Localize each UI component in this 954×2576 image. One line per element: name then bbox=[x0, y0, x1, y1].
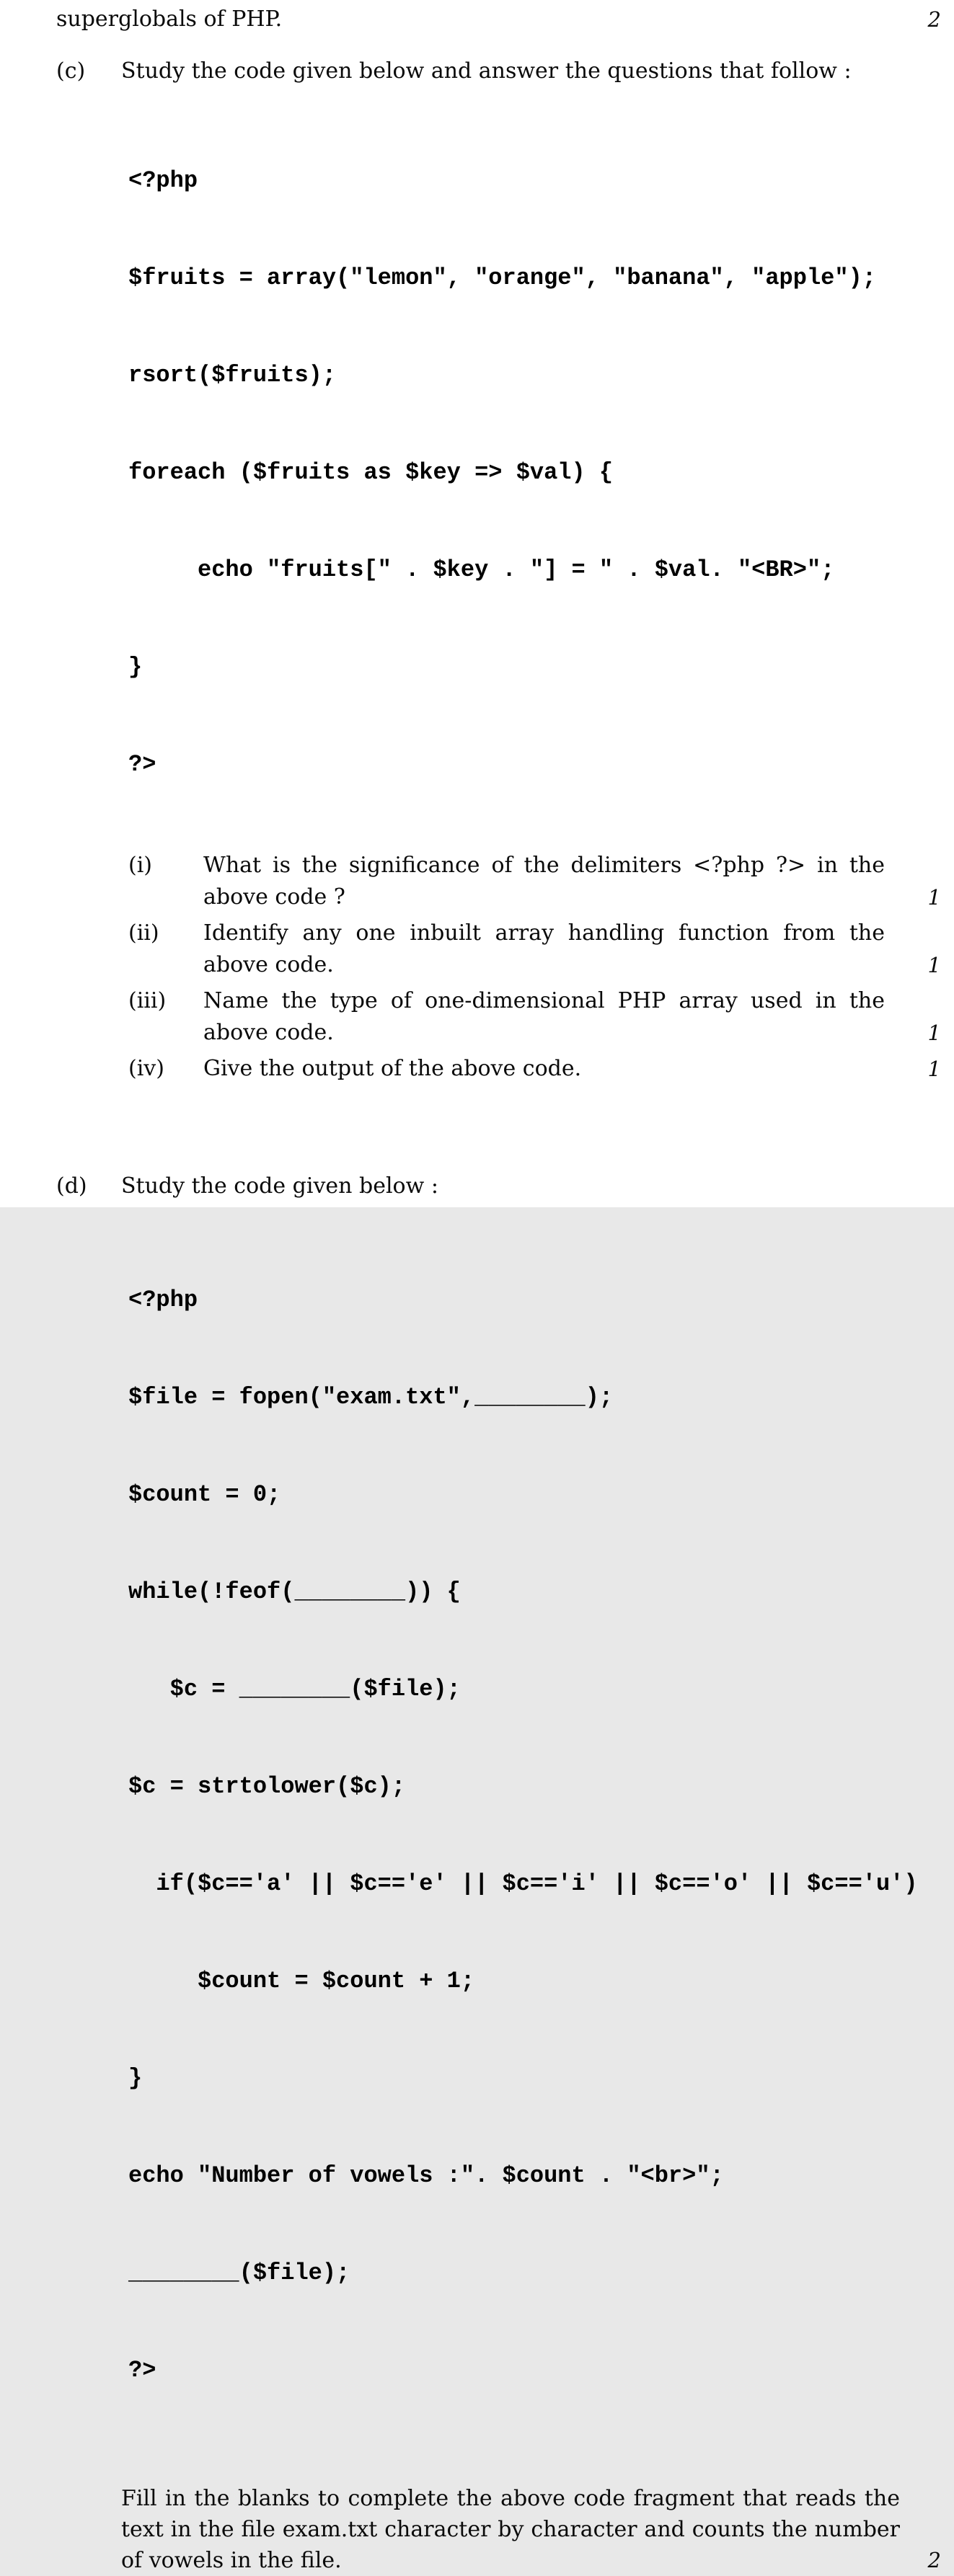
php-code-block-d bbox=[128, 1219, 941, 2451]
continuation-row bbox=[56, 4, 941, 35]
subquestion-text: Name the type of one-dimensional PHP array used in the above code. bbox=[203, 988, 885, 1045]
php-code-block-c bbox=[128, 99, 941, 845]
subquestion-marks: 1 bbox=[927, 885, 941, 910]
code-line: $c = ________($file); bbox=[128, 1676, 461, 1702]
code-line: <?php bbox=[128, 1287, 198, 1313]
code-line: $file = fopen("exam.txt",________); bbox=[128, 1384, 614, 1411]
section-d-label: (d) bbox=[56, 1173, 87, 1199]
subquestion-iv bbox=[128, 1053, 941, 1085]
subquestion-label: (ii) bbox=[128, 920, 159, 946]
code-line: rsort($fruits); bbox=[128, 362, 337, 388]
section-c-intro: Study the code given below and answer the questions that follow : bbox=[121, 58, 852, 84]
section-c-label: (c) bbox=[56, 58, 86, 84]
code-line: } bbox=[128, 2065, 143, 2092]
section-d-heading bbox=[56, 1171, 941, 1202]
subquestion-text: Identify any one inbuilt array handling function from the above code. bbox=[203, 920, 885, 977]
continuation-text: superglobals of PHP. bbox=[56, 6, 283, 32]
section-c-heading bbox=[56, 56, 941, 86]
code-line: echo "fruits[" . $key . "] = " . $val. "<BR>"; bbox=[128, 556, 835, 583]
subquestion-label: (iii) bbox=[128, 988, 167, 1013]
subquestion-text: What is the significance of the delimiters <?php ?> in the above code ? bbox=[203, 853, 885, 910]
subquestion-i bbox=[128, 850, 941, 913]
code-line: if($c=='a' || $c=='e' || $c=='i' || $c=='o' || $c=='u') bbox=[128, 1870, 918, 1897]
code-line: $count = $count + 1; bbox=[128, 1968, 475, 1994]
fill-blanks-instruction-row bbox=[121, 2483, 941, 2576]
code-line: foreach ($fruits as $key => $val) { bbox=[128, 459, 614, 486]
instruction-marks: 2 bbox=[927, 2548, 941, 2572]
code-line: ________($file); bbox=[128, 2260, 350, 2286]
section-d-intro: Study the code given below : bbox=[121, 1173, 438, 1199]
subquestion-marks: 1 bbox=[927, 1021, 941, 1045]
code-line: ?> bbox=[128, 2357, 156, 2384]
subquestion-text: Give the output of the above code. bbox=[203, 1056, 582, 1081]
code-line: } bbox=[128, 654, 143, 680]
subquestion-marks: 1 bbox=[927, 953, 941, 977]
continuation-marks: 2 bbox=[927, 7, 941, 32]
subquestion-ii bbox=[128, 918, 941, 981]
fill-blanks-instruction: Fill in the blanks to complete the above code fragment that reads the text in the file exam.txt character by character and counts the number of vowels in the file. bbox=[121, 2486, 900, 2573]
code-line: while(!feof(________)) { bbox=[128, 1578, 461, 1605]
subquestion-label: (iv) bbox=[128, 1056, 164, 1081]
subquestion-marks: 1 bbox=[927, 1057, 941, 1081]
code-line: $count = 0; bbox=[128, 1481, 281, 1508]
code-line: ?> bbox=[128, 751, 156, 778]
code-line: <?php bbox=[128, 167, 198, 194]
subquestion-label: (i) bbox=[128, 853, 153, 878]
subquestion-iii bbox=[128, 985, 941, 1049]
section-c-subquestions bbox=[128, 850, 941, 1085]
code-line: echo "Number of vowels :". $count . "<br>"; bbox=[128, 2162, 724, 2189]
code-line: $fruits = array("lemon", "orange", "banana", "apple"); bbox=[128, 265, 876, 291]
code-line: $c = strtolower($c); bbox=[128, 1773, 406, 1800]
